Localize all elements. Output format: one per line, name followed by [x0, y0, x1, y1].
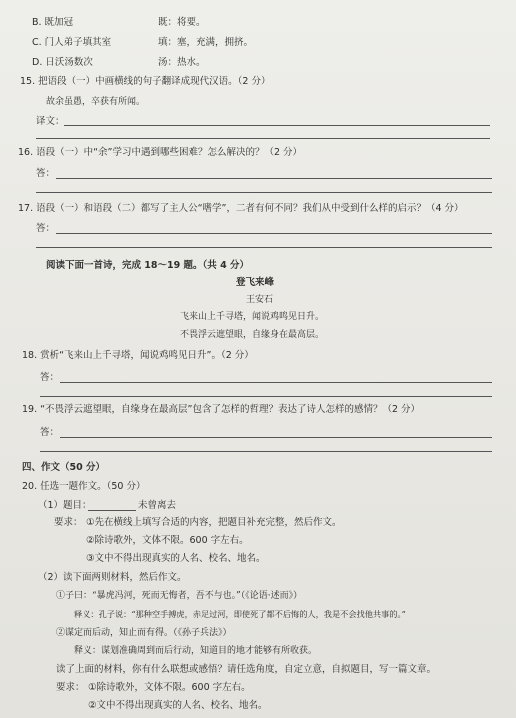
q20-part1-req-label: 要求： [54, 517, 83, 528]
q19-stem: 19. “不畏浮云遮望眼，自缘身在最高层”包含了怎样的哲理？表达了诗人怎样的感情？（2 分） [22, 404, 421, 415]
q17-stem: 17. 语段（一）和语段（二）都写了主人公“嗜学”，二者有何不同？我们从中受到什么样的启示？（4 分） [18, 203, 464, 214]
q18-answer-label: 答： [40, 372, 60, 383]
q19-answer-label: 答： [40, 427, 60, 438]
q20-material-1-explanation: 释义：孔子说：“那种空手搏虎，赤足过河，即使死了都不后悔的人，我是不会找他共事的。” [74, 609, 406, 619]
option-c: C. 门人弟子填其室 [32, 37, 112, 48]
q16-answer-label: 答： [36, 168, 56, 179]
q20-stem: 20. 任选一题作文。（50 分） [22, 481, 146, 492]
section-composition-title: 四、作文（50 分） [22, 462, 106, 473]
q18-stem: 18. 赏析“飞来山上千寻塔，闻说鸡鸣见日升”。（2 分） [22, 350, 254, 361]
q17-answer-label: 答： [36, 223, 56, 234]
q15-answer-line-1[interactable] [64, 125, 490, 126]
q19-answer-line-2[interactable] [40, 451, 492, 452]
q20-part1-req-3: ③文中不得出现真实的人名、校名、地名。 [86, 553, 266, 564]
q17-answer-line-1[interactable] [56, 233, 492, 234]
poem-instruction: 阅读下面一首诗，完成 18～19 题。（共 4 分） [46, 260, 250, 271]
option-b-gloss: 既：将要。 [158, 17, 206, 28]
option-d-gloss: 汤：热水。 [158, 57, 206, 68]
q20-part2-req-2: ②文中不得出现真实的人名、校名、地名。 [88, 700, 268, 711]
q20-part1-req-1: ①先在横线上填写合适的内容，把题目补充完整，然后作文。 [86, 517, 342, 528]
q16-answer-line-2[interactable] [36, 192, 492, 193]
q20-material-2-explanation: 释义：谋划准确周到而后行动，知道目的地才能够有所收获。 [74, 646, 318, 656]
poem-line-1: 飞来山上千寻塔，闻说鸡鸣见日升。 [180, 312, 325, 322]
q20-part1-req-2: ②除诗歌外，文体不限。600 字左右。 [86, 535, 249, 546]
q15-stem: 15. 把语段（一）中画横线的句子翻译成现代汉语。（2 分） [20, 76, 271, 87]
q16-answer-line-1[interactable] [56, 178, 492, 179]
option-b: B. 既加冠 [32, 17, 74, 28]
q20-part1-title: 未曾离去 [138, 500, 177, 511]
q18-answer-line-2[interactable] [40, 396, 492, 397]
poem-line-2: 不畏浮云遮望眼，自缘身在最高层。 [180, 330, 325, 340]
q20-part2-req-1: ①除诗歌外，文体不限。600 字左右。 [88, 682, 251, 693]
q16-stem: 16. 语段（一）中“余”学习中遇到哪些困难？怎么解决的？（2 分） [18, 147, 303, 158]
q20-part2-req-label: 要求： [56, 682, 85, 693]
q15-sentence: 故余虽愚，卒获有所闻。 [46, 97, 146, 107]
q20-material-1: ①子曰：“暴虎冯河，死而无悔者，吾不与也。”（《论语·述而》） [56, 591, 303, 601]
poem-title: 登飞来峰 [236, 277, 275, 288]
q15-answer-line-2[interactable] [36, 138, 490, 139]
q20-part2-intro: （2）读下面两则材料，然后作文。 [38, 572, 187, 583]
q20-part1-label: （1）题目： [38, 500, 92, 511]
q20-part2-prompt: 读了上面的材料，你有什么联想或感悟？请任选角度，自定立意，自拟题目，写一篇文章。 [56, 664, 437, 675]
q20-title-blank[interactable] [88, 510, 136, 511]
option-d: D. 日沃汤数次 [32, 57, 93, 68]
poem-author: 王安石 [246, 295, 274, 305]
q20-material-2: ②谋定而后动，知止而有得。（《孙子兵法》） [56, 628, 232, 638]
q18-answer-line-1[interactable] [60, 382, 492, 383]
q15-answer-label: 译文： [36, 116, 65, 127]
q19-answer-line-1[interactable] [60, 437, 492, 438]
option-c-gloss: 填：塞，充满，拥挤。 [158, 37, 254, 48]
q17-answer-line-2[interactable] [36, 247, 492, 248]
